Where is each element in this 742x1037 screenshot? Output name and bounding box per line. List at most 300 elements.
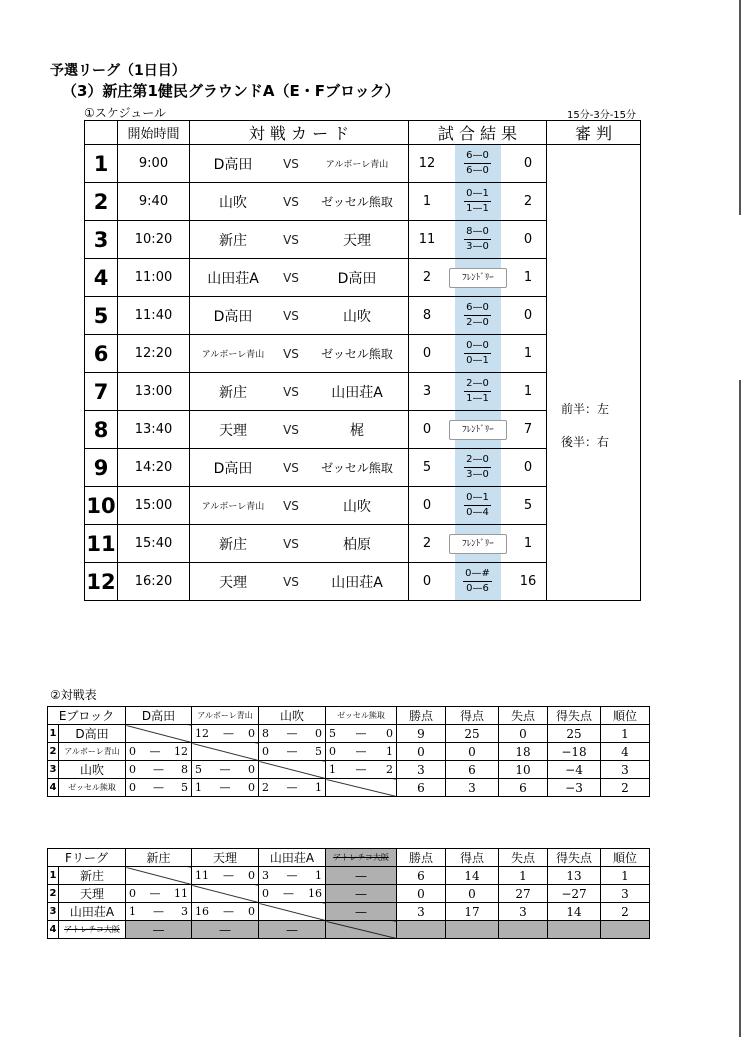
row-number: 4: [48, 921, 59, 939]
score-against: 3: [181, 905, 188, 918]
first-half-home: 6: [466, 302, 473, 313]
match-number: 2: [85, 183, 118, 221]
match-score-cell: [259, 743, 326, 761]
match-score-cell: [126, 779, 192, 797]
score-against: 0: [248, 869, 255, 882]
dash: —: [219, 763, 231, 776]
match-time: 11:00: [118, 259, 190, 297]
col-header-result: 試 合 結 果: [409, 121, 547, 145]
home-score: 8: [422, 308, 432, 323]
away-score: 7: [523, 422, 533, 437]
stat-cell: 6: [397, 867, 446, 885]
score-pair: [192, 781, 258, 794]
row-number: 1: [48, 725, 59, 743]
dash: —: [472, 469, 483, 480]
score-pair: [326, 745, 396, 758]
stat-cell: 2: [601, 903, 650, 921]
matrix-header: 得点: [446, 849, 499, 867]
home-score: 0: [422, 574, 432, 589]
second-half-score: [466, 354, 489, 368]
match-score-cell: [326, 743, 397, 761]
row-number: 3: [48, 761, 59, 779]
matrix-header: アトレチコ大阪: [326, 849, 397, 867]
match-score-cell: [259, 725, 326, 743]
first-half-home: 6: [466, 150, 473, 161]
row-number: 2: [48, 885, 59, 903]
match-time: 14:20: [118, 449, 190, 487]
row-number: 4: [48, 779, 59, 797]
first-half-home: 0: [465, 568, 472, 579]
matrix-header-row: [48, 707, 650, 725]
matrix-header: 山吹: [259, 707, 326, 725]
matrix-header-row: [48, 849, 650, 867]
score-pair: [126, 887, 191, 900]
dash: —: [355, 745, 367, 758]
score-for: 0: [129, 745, 136, 758]
match-time: 9:40: [118, 183, 190, 221]
stat-cell: 9: [397, 725, 446, 743]
second-half-away: 1: [482, 393, 489, 404]
half-scores: [409, 453, 546, 482]
match-score-cell: [126, 761, 192, 779]
score-against: 0: [386, 727, 393, 740]
home-team: 天理: [190, 563, 277, 601]
first-half-away: #: [481, 568, 490, 579]
stat-cell: −27: [548, 885, 601, 903]
stat-cell: 10: [499, 761, 548, 779]
team-name: 新庄: [59, 867, 126, 885]
away-score: 0: [523, 232, 533, 247]
first-half-home: 2: [466, 378, 473, 389]
dash: —: [286, 781, 298, 794]
match-score-cell: [326, 725, 397, 743]
half-scores: [409, 149, 546, 178]
match-result: [409, 411, 547, 449]
second-half-home: 0: [466, 583, 473, 594]
score-pair: [259, 869, 325, 882]
table-row: [48, 885, 650, 903]
second-half-away: 1: [482, 355, 489, 366]
score-for: 5: [195, 763, 202, 776]
score-against: 1: [315, 869, 322, 882]
matrix-header: 得失点: [548, 849, 601, 867]
second-half-score: [466, 582, 489, 596]
second-half-score: [466, 202, 489, 216]
match-score-cell: [259, 885, 326, 903]
score-for: 0: [129, 887, 136, 900]
match-result: [409, 525, 547, 563]
second-half-home: 3: [466, 241, 473, 252]
dash: —: [472, 355, 483, 366]
score-pair: [259, 781, 325, 794]
match-score-cell: [126, 743, 192, 761]
stat-cell: 18: [499, 743, 548, 761]
first-half-away: 0: [482, 454, 489, 465]
referee-cell: [547, 145, 641, 601]
away-score: 0: [523, 308, 533, 323]
score-for: 1: [129, 905, 136, 918]
first-half-away: 1: [482, 492, 489, 503]
dash: —: [472, 492, 483, 503]
second-half-away: 0: [482, 469, 489, 480]
away-team: 梶: [306, 411, 409, 449]
match-time: 9:00: [118, 145, 190, 183]
home-team: 新庄: [190, 221, 277, 259]
second-half-score: [466, 468, 489, 482]
home-score: 11: [418, 232, 436, 247]
half-scores: [409, 491, 546, 520]
score-for: 12: [195, 727, 209, 740]
row-number: 1: [48, 867, 59, 885]
self-match-cell: [259, 903, 326, 921]
matrix-header: 天理: [192, 849, 259, 867]
score-pair: [192, 905, 258, 918]
home-score: 2: [422, 270, 432, 285]
away-team: 山吹: [306, 487, 409, 525]
matrix-header: Eブロック: [48, 707, 126, 725]
home-score: 12: [418, 156, 436, 171]
away-score: 5: [523, 498, 533, 513]
team-name: アルボーレ青山: [59, 743, 126, 761]
stat-cell: 0: [397, 743, 446, 761]
score-against: 8: [181, 763, 188, 776]
stat-cell: 1: [499, 867, 548, 885]
dash: —: [472, 340, 483, 351]
stat-cell: 14: [548, 903, 601, 921]
away-score: 2: [523, 194, 533, 209]
first-half-score: [464, 301, 491, 316]
first-half-score: [464, 491, 491, 506]
home-score: 3: [422, 384, 432, 399]
second-half-home: 0: [466, 507, 473, 518]
score-against: 1: [315, 781, 322, 794]
page-edge-line: [739, 0, 741, 215]
page-edge-line: [739, 380, 741, 1037]
score-for: 2: [262, 781, 269, 794]
match-number: 10: [85, 487, 118, 525]
home-score: 0: [422, 422, 432, 437]
stat-cell: 4: [601, 743, 650, 761]
away-score: 1: [523, 384, 533, 399]
stat-cell: 0: [446, 743, 499, 761]
team-name: 山田荘A: [59, 903, 126, 921]
dash: —: [472, 583, 483, 594]
stat-cell: 0: [397, 885, 446, 903]
dash: —: [472, 302, 483, 313]
first-half-home: 8: [466, 226, 473, 237]
matrix-header: 失点: [499, 707, 548, 725]
match-score-cell: [192, 867, 259, 885]
first-half-score: [464, 149, 491, 164]
stat-cell: −18: [548, 743, 601, 761]
score-for: 0: [262, 887, 269, 900]
first-half-home: 0: [466, 188, 473, 199]
match-score-cell: [126, 903, 192, 921]
score-against: 5: [181, 781, 188, 794]
table-row: [48, 725, 650, 743]
dash: —: [153, 781, 164, 794]
na-cell: —: [326, 885, 397, 903]
self-match-cell: [326, 921, 397, 939]
stat-cell: 0: [446, 885, 499, 903]
match-time: 11:40: [118, 297, 190, 335]
match-score-cell: [192, 779, 259, 797]
f-league-table: [47, 848, 650, 939]
dash: —: [472, 378, 483, 389]
dash: —: [472, 203, 483, 214]
home-score: 0: [422, 498, 432, 513]
match-score-cell: [192, 725, 259, 743]
home-score: 1: [422, 194, 432, 209]
score-pair: [259, 727, 325, 740]
second-half-away: 0: [482, 241, 489, 252]
col-header-card: 対 戦 カ ー ド: [190, 121, 409, 145]
dash: —: [471, 568, 482, 579]
home-score: 5: [422, 460, 432, 475]
score-for: 1: [195, 781, 202, 794]
vs-label: VS: [276, 183, 306, 221]
stat-cell: 13: [548, 867, 601, 885]
table-row: [48, 903, 650, 921]
row-number: 3: [48, 903, 59, 921]
friendly-badge: ﾌﾚﾝﾄﾞﾘｰ: [449, 268, 507, 288]
match-time: 10:20: [118, 221, 190, 259]
score-pair: [126, 745, 191, 758]
half-scores: [409, 187, 546, 216]
score-pair: [126, 905, 191, 918]
home-team: 新庄: [190, 373, 277, 411]
first-half-score: [464, 339, 491, 354]
dash: —: [153, 763, 164, 776]
dash: —: [472, 226, 483, 237]
away-score: 0: [523, 460, 533, 475]
matrix-header: Fリーグ: [48, 849, 126, 867]
first-half-score: [464, 225, 491, 240]
dash: —: [472, 241, 483, 252]
half-scores: [409, 339, 546, 368]
match-result: [409, 563, 547, 601]
score-for: 3: [262, 869, 269, 882]
home-team: アルボーレ青山: [190, 487, 277, 525]
away-team: 山田荘A: [306, 563, 409, 601]
half-scores: [409, 377, 546, 406]
matrix-label: ②対戦表: [50, 688, 97, 702]
home-team: 山吹: [190, 183, 277, 221]
first-half-away: 0: [482, 340, 489, 351]
first-half-away: 0: [482, 378, 489, 389]
first-half-score: [464, 453, 491, 468]
first-half-home: 0: [466, 340, 473, 351]
stat-cell: 2: [601, 779, 650, 797]
dash: —: [153, 905, 164, 918]
second-half-home: 1: [466, 203, 473, 214]
home-score: 2: [422, 536, 432, 551]
half-scores: [409, 225, 546, 254]
match-number: 7: [85, 373, 118, 411]
match-result: [409, 297, 547, 335]
match-number: 8: [85, 411, 118, 449]
second-half-home: 3: [466, 469, 473, 480]
dash: —: [219, 781, 231, 794]
stat-cell: 6: [499, 779, 548, 797]
dash: —: [472, 317, 483, 328]
na-cell: —: [259, 921, 326, 939]
self-match-cell: [326, 779, 397, 797]
vs-label: VS: [276, 525, 306, 563]
friendly-badge: ﾌﾚﾝﾄﾞﾘｰ: [449, 420, 507, 440]
self-match-cell: [192, 743, 259, 761]
dash: —: [286, 869, 298, 882]
vs-label: VS: [276, 335, 306, 373]
stat-cell: 25: [548, 725, 601, 743]
home-team: アルボーレ青山: [190, 335, 277, 373]
match-score-cell: [192, 761, 259, 779]
schedule-table: [84, 120, 641, 601]
match-score-cell: [126, 885, 192, 903]
table-row: [48, 761, 650, 779]
score-for: 0: [262, 745, 269, 758]
match-time: 13:00: [118, 373, 190, 411]
second-half-score: [466, 164, 489, 178]
match-number: 5: [85, 297, 118, 335]
match-score-cell: [326, 761, 397, 779]
matrix-header: 勝点: [397, 849, 446, 867]
second-half-home: 6: [466, 165, 473, 176]
away-team: ゼッセル熊取: [306, 183, 409, 221]
score-against: 12: [174, 745, 188, 758]
match-number: 1: [85, 145, 118, 183]
home-team: 山田荘A: [190, 259, 277, 297]
score-against: 11: [174, 887, 188, 900]
match-time: 12:20: [118, 335, 190, 373]
referee-second-half: 後半：右: [561, 435, 610, 449]
score-against: 2: [386, 763, 393, 776]
dash: —: [472, 507, 483, 518]
vs-label: VS: [276, 145, 306, 183]
score-pair: [259, 745, 325, 758]
match-result: [409, 145, 547, 183]
dash: —: [472, 150, 483, 161]
dash: —: [149, 745, 161, 758]
first-half-away: 0: [482, 302, 489, 313]
second-half-away: 6: [482, 583, 489, 594]
dash: —: [223, 905, 234, 918]
page-title: 予選リーグ（1日目）: [50, 63, 186, 79]
score-against: 0: [248, 727, 255, 740]
stat-cell: −4: [548, 761, 601, 779]
na-cell: —: [126, 921, 192, 939]
score-pair: [259, 887, 325, 900]
away-team: 山吹: [306, 297, 409, 335]
dash: —: [283, 887, 294, 900]
stat-cell: 1: [601, 725, 650, 743]
team-name: 天理: [59, 885, 126, 903]
half-scores: [409, 567, 546, 596]
team-name: D高田: [59, 725, 126, 743]
dash: —: [223, 869, 234, 882]
match-score-cell: [259, 779, 326, 797]
matrix-header: 得点: [446, 707, 499, 725]
second-half-away: 0: [482, 317, 489, 328]
away-team: ゼッセル熊取: [306, 335, 409, 373]
stat-cell: 3: [397, 903, 446, 921]
vs-label: VS: [276, 487, 306, 525]
col-header-no: [85, 121, 118, 145]
table-row: [48, 867, 650, 885]
score-for: 8: [262, 727, 269, 740]
matrix-header: 順位: [601, 849, 650, 867]
second-half-score: [466, 392, 489, 406]
matrix-header: 新庄: [126, 849, 192, 867]
match-result: [409, 373, 547, 411]
half-scores: [409, 301, 546, 330]
stat-cell: 17: [446, 903, 499, 921]
self-match-cell: [259, 761, 326, 779]
second-half-away: 0: [482, 165, 489, 176]
second-half-score: [466, 506, 489, 520]
score-pair: [126, 781, 191, 794]
home-team: 新庄: [190, 525, 277, 563]
stat-cell: 6: [446, 761, 499, 779]
match-time: 15:40: [118, 525, 190, 563]
dash: —: [286, 727, 298, 740]
score-pair: [126, 763, 191, 776]
vs-label: VS: [276, 411, 306, 449]
score-pair: [192, 727, 258, 740]
score-against: 5: [315, 745, 322, 758]
score-pair: [326, 727, 396, 740]
table-row: [48, 743, 650, 761]
away-score: 0: [523, 156, 533, 171]
second-half-away: 1: [482, 203, 489, 214]
e-block-table: [47, 706, 650, 797]
matrix-header: 山田荘A: [259, 849, 326, 867]
first-half-home: 0: [466, 492, 473, 503]
na-cell: —: [326, 867, 397, 885]
friendly-badge: ﾌﾚﾝﾄﾞﾘｰ: [449, 534, 507, 554]
score-against: 0: [248, 905, 255, 918]
home-team: 天理: [190, 411, 277, 449]
away-score: 1: [523, 346, 533, 361]
away-team: 柏原: [306, 525, 409, 563]
score-pair: [326, 763, 396, 776]
score-pair: [192, 869, 258, 882]
match-number: 12: [85, 563, 118, 601]
self-match-cell: [126, 867, 192, 885]
away-team: アルボーレ青山: [306, 145, 409, 183]
match-timing: 15分-3分-15分: [567, 110, 637, 121]
match-score-cell: [259, 867, 326, 885]
matrix-header: ゼッセル熊取: [326, 707, 397, 725]
away-score: 16: [519, 574, 537, 589]
score-for: 0: [329, 745, 336, 758]
second-half-home: 0: [466, 355, 473, 366]
stat-cell: [548, 921, 601, 939]
dash: —: [472, 393, 483, 404]
match-time: 13:40: [118, 411, 190, 449]
table-row: [48, 779, 650, 797]
matrix-header: 勝点: [397, 707, 446, 725]
match-number: 11: [85, 525, 118, 563]
score-pair: [192, 763, 258, 776]
match-row: [85, 145, 641, 183]
away-score: 1: [523, 536, 533, 551]
match-time: 16:20: [118, 563, 190, 601]
stat-cell: [601, 921, 650, 939]
na-cell: —: [326, 903, 397, 921]
score-for: 5: [329, 727, 336, 740]
vs-label: VS: [276, 221, 306, 259]
